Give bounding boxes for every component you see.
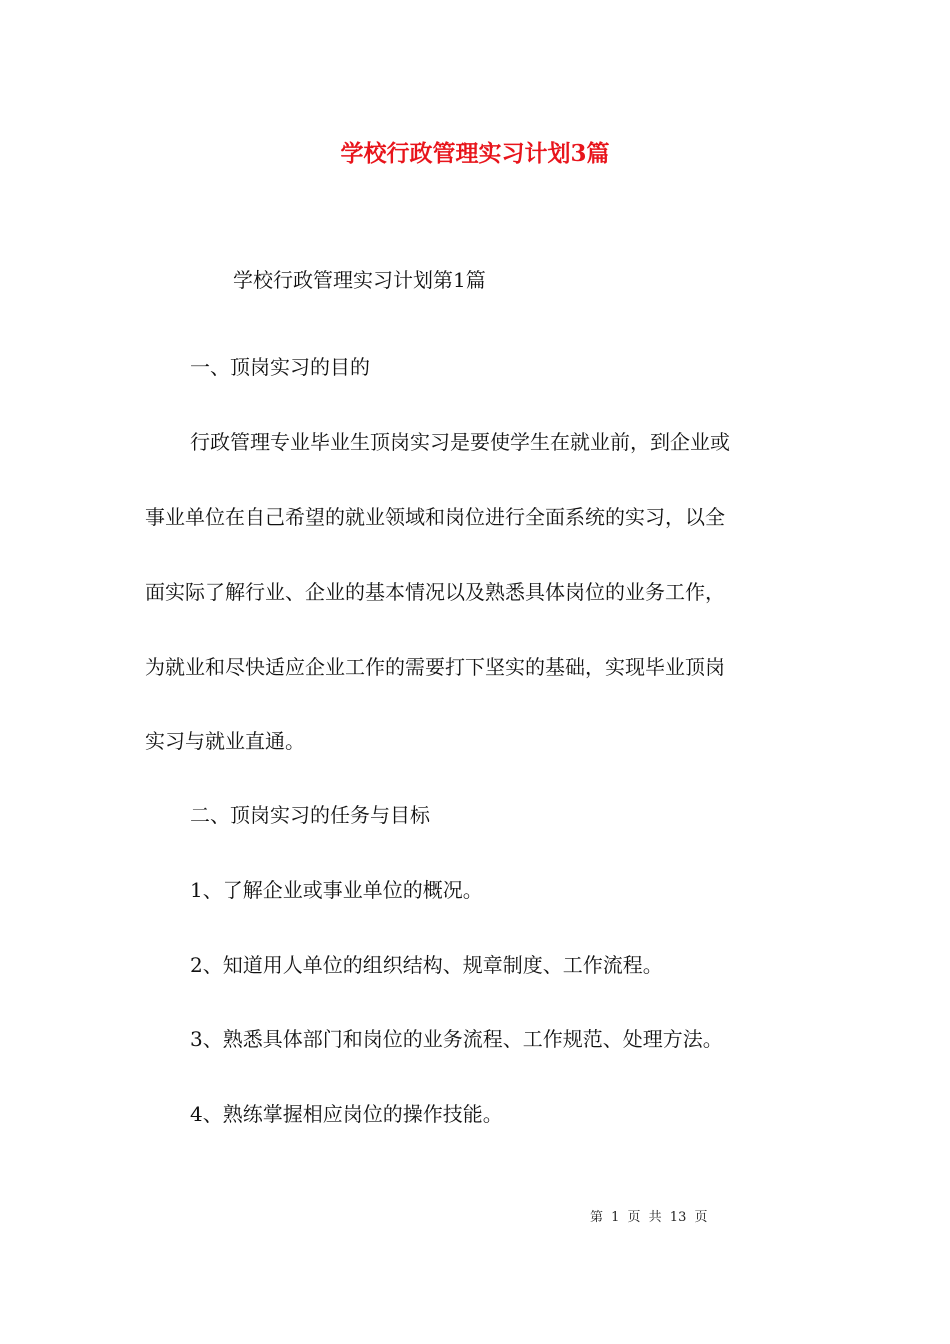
section-heading-1: 一、顶岗实习的目的: [190, 355, 370, 379]
paragraph-line: 面实际了解行业、企业的基本情况以及熟悉具体岗位的业务工作，: [145, 580, 725, 604]
list-item: 3、熟悉具体部门和岗位的业务流程、工作规范、处理方法。: [190, 1027, 723, 1051]
list-item: 2、知道用人单位的组织结构、规章制度、工作流程。: [190, 953, 663, 977]
list-item: 4、熟练掌握相应岗位的操作技能。: [190, 1102, 503, 1126]
subtitle: 学校行政管理实习计划第1篇: [233, 268, 486, 292]
section-heading-2: 二、顶岗实习的任务与目标: [190, 803, 430, 827]
document-title: 学校行政管理实习计划3篇: [340, 140, 610, 167]
paragraph-line: 为就业和尽快适应企业工作的需要打下坚实的基础，实现毕业顶岗: [145, 655, 725, 679]
page-number: 第 1 页 共 13 页: [590, 1210, 708, 1225]
paragraph-line: 事业单位在自己希望的就业领域和岗位进行全面系统的实习，以全: [145, 505, 725, 529]
list-item: 1、了解企业或事业单位的概况。: [190, 878, 483, 902]
paragraph-line: 行政管理专业毕业生顶岗实习是要使学生在就业前，到企业或: [190, 430, 730, 454]
paragraph-line: 实习与就业直通。: [145, 729, 305, 753]
